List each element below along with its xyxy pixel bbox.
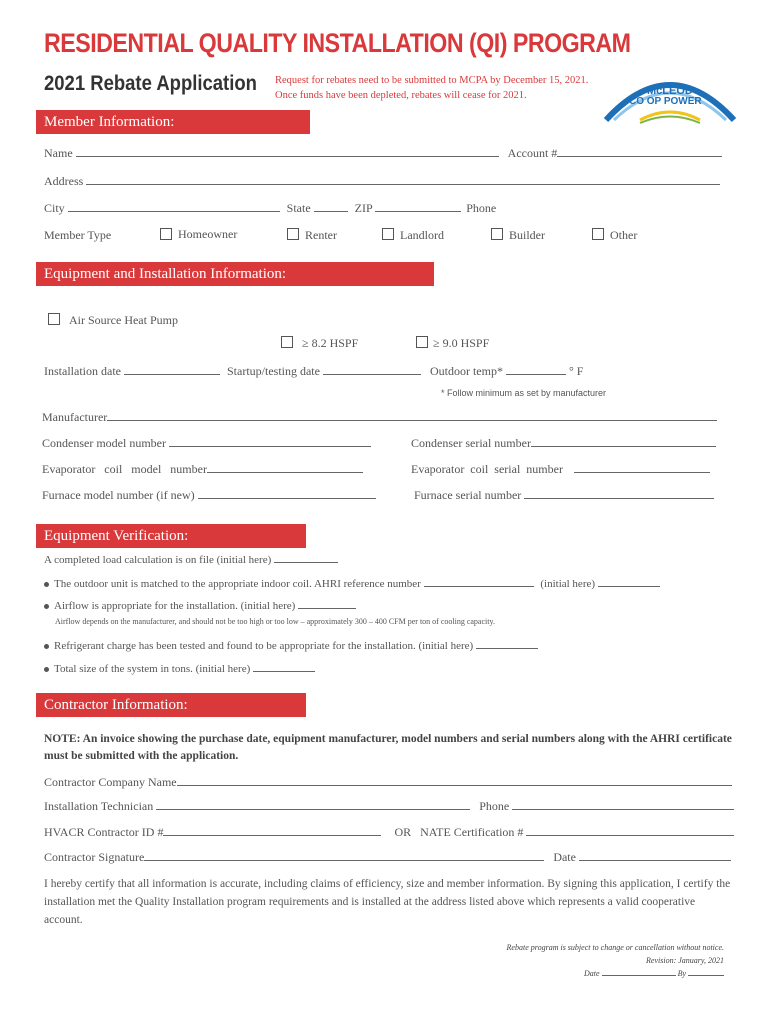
address-row xyxy=(44,174,720,189)
member-type-label: Member Type xyxy=(44,228,112,242)
airflow-note: Airflow depends on the manufacturer, and should not be too high or too low – approximately 300 – 400 CFM per ton of cooling capacity. xyxy=(55,617,495,626)
homeowner-checkbox[interactable] xyxy=(160,228,172,240)
evaporator-serial-row xyxy=(411,462,710,477)
footer-date-by-row xyxy=(584,968,724,978)
company-input[interactable] xyxy=(177,775,732,786)
total-size-row xyxy=(44,661,315,675)
renter-label: Renter xyxy=(305,228,337,242)
startup-date-label: Startup/testing date xyxy=(226,364,320,378)
install-date-label: Installation date xyxy=(44,364,121,378)
refrigerant-label: Refrigerant charge has been tested and found to be appropriate for the installation. (initial here) xyxy=(54,640,474,652)
city-label: City xyxy=(44,201,65,215)
manufacturer-label: Manufacturer xyxy=(42,410,108,424)
or-label: OR xyxy=(394,825,412,839)
company-row xyxy=(44,775,732,790)
evaporator-model-input[interactable] xyxy=(207,462,363,473)
account-input[interactable] xyxy=(557,146,722,157)
builder-checkbox[interactable] xyxy=(491,228,503,240)
condenser-serial-input[interactable] xyxy=(531,436,716,447)
total-size-label: Total size of the system in tons. (initial here) xyxy=(54,663,251,675)
outdoor-temp-input[interactable] xyxy=(506,364,566,375)
technician-row xyxy=(44,799,734,814)
outdoor-unit-initial-input[interactable] xyxy=(598,576,660,587)
hvacr-label: HVACR Contractor ID # xyxy=(44,825,164,839)
furnace-model-label: Furnace model number (if new) xyxy=(42,488,195,502)
deadline-notice: Request for rebates need to be submitted to MCPA by December 15, 2021. xyxy=(275,75,589,86)
bullet-icon xyxy=(44,582,49,587)
signature-date-input[interactable] xyxy=(579,850,731,861)
mcleod-coop-logo xyxy=(600,64,740,126)
furnace-serial-input[interactable] xyxy=(524,488,714,499)
license-row xyxy=(44,825,734,840)
furnace-model-row xyxy=(42,488,376,503)
technician-label: Installation Technician xyxy=(44,799,154,813)
manufacturer-row xyxy=(42,410,717,425)
account-label: Account # xyxy=(507,146,558,160)
page-subtitle: 2021 Rebate Application xyxy=(44,72,257,95)
signature-row xyxy=(44,850,731,865)
zip-label: ZIP xyxy=(354,201,373,215)
condenser-serial-label: Condenser serial number xyxy=(411,436,531,450)
airflow-label: Airflow is appropriate for the installation. (initial here) xyxy=(54,600,296,612)
address-label: Address xyxy=(44,174,84,188)
hspf-9-0-label: ≥ 9.0 HSPF xyxy=(433,336,490,350)
ashp-label: Air Source Heat Pump xyxy=(69,313,178,327)
ahri-reference-input[interactable] xyxy=(424,576,534,587)
signature-date-label: Date xyxy=(553,850,576,864)
install-row xyxy=(44,364,583,379)
evaporator-model-row xyxy=(42,462,363,477)
outdoor-unit-row xyxy=(44,576,660,590)
city-input[interactable] xyxy=(68,201,280,212)
footer-revision: Revision: January, 2021 xyxy=(646,956,724,965)
signature-label: Contractor Signature xyxy=(44,850,145,864)
bullet-icon xyxy=(44,644,49,649)
name-label: Name xyxy=(44,146,73,160)
condenser-model-input[interactable] xyxy=(169,436,371,447)
outdoor-unit-initial-label: (initial here) xyxy=(540,578,596,590)
nate-input[interactable] xyxy=(526,825,734,836)
footer-by-label: By xyxy=(677,969,686,978)
logo-text-bottom: CO OP POWER xyxy=(629,96,702,107)
equipment-section-header: Equipment and Installation Information: xyxy=(36,262,434,286)
bullet-icon xyxy=(44,667,49,672)
ashp-checkbox[interactable] xyxy=(48,313,60,325)
renter-checkbox[interactable] xyxy=(287,228,299,240)
name-input[interactable] xyxy=(76,146,499,157)
degree-unit: ° F xyxy=(568,364,584,378)
evaporator-serial-label: Evaporator coil serial number xyxy=(411,462,563,476)
evaporator-serial-input[interactable] xyxy=(574,462,710,473)
airflow-initial-input[interactable] xyxy=(298,598,356,609)
outdoor-unit-label: The outdoor unit is matched to the appropriate indoor coil. AHRI reference number xyxy=(54,578,421,590)
install-date-input[interactable] xyxy=(124,364,220,375)
condenser-model-label: Condenser model number xyxy=(42,436,166,450)
outdoor-temp-label: Outdoor temp* xyxy=(429,364,503,378)
contractor-phone-input[interactable] xyxy=(512,799,734,810)
landlord-label: Landlord xyxy=(400,228,444,242)
refrigerant-row xyxy=(44,638,538,652)
furnace-serial-label: Furnace serial number xyxy=(414,488,522,502)
hspf-9-0-checkbox[interactable] xyxy=(416,336,428,348)
signature-input[interactable] xyxy=(144,850,544,861)
invoice-note: NOTE: An invoice showing the purchase date, equipment manufacturer, model numbers and serial numbers along with the AHRI certificate must be submitted with the application. xyxy=(44,733,732,762)
contractor-phone-label: Phone xyxy=(479,799,510,813)
condenser-model-row xyxy=(42,436,371,451)
footer-date-label: Date xyxy=(584,969,600,978)
footer-change-notice: Rebate program is subject to change or cancellation without notice. xyxy=(506,943,724,952)
page-title: RESIDENTIAL QUALITY INSTALLATION (QI) PROGRAM xyxy=(44,28,631,58)
homeowner-label: Homeowner xyxy=(178,227,238,241)
builder-label: Builder xyxy=(509,228,545,242)
other-label: Other xyxy=(610,228,638,242)
load-calc-label: A completed load calculation is on file (initial here) xyxy=(44,554,272,566)
zip-input[interactable] xyxy=(375,201,461,212)
landlord-checkbox[interactable] xyxy=(382,228,394,240)
nate-label: NATE Certification # xyxy=(420,825,524,839)
furnace-model-input[interactable] xyxy=(198,488,376,499)
bullet-icon xyxy=(44,604,49,609)
name-row xyxy=(44,146,722,161)
footer-by-input[interactable] xyxy=(688,968,724,976)
refrigerant-initial-input[interactable] xyxy=(476,638,538,649)
technician-input[interactable] xyxy=(156,799,470,810)
state-input[interactable] xyxy=(314,201,348,212)
hvacr-input[interactable] xyxy=(163,825,381,836)
total-size-initial-input[interactable] xyxy=(253,661,315,672)
verification-section-header: Equipment Verification: xyxy=(36,524,306,548)
state-label: State xyxy=(286,201,311,215)
manufacturer-input[interactable] xyxy=(107,410,717,421)
company-label: Contractor Company Name xyxy=(44,775,177,789)
other-checkbox[interactable] xyxy=(592,228,604,240)
follow-minimum-note: * Follow minimum as set by manufacturer xyxy=(441,388,607,398)
logo-text-top: McLEOD xyxy=(647,85,693,97)
hspf-8-2-label: ≥ 8.2 HSPF xyxy=(302,336,359,350)
contractor-section-header: Contractor Information: xyxy=(36,693,306,717)
condenser-serial-row xyxy=(411,436,716,451)
certification-statement: I hereby certify that all information is accurate, including claims of efficiency, size and member information. By signing this application, I certify the installation met the Quality Installation program requirements and is installed at the address listed above which represents a valid cooperative account. xyxy=(44,878,731,926)
city-row xyxy=(44,201,496,216)
phone-label: Phone xyxy=(466,201,497,215)
footer-date-input[interactable] xyxy=(602,968,676,976)
address-input[interactable] xyxy=(86,174,720,185)
funds-notice: Once funds have been depleted, rebates will cease for 2021. xyxy=(275,90,527,101)
hspf-8-2-checkbox[interactable] xyxy=(281,336,293,348)
load-calc-initial-input[interactable] xyxy=(274,552,338,563)
member-section-header: Member Information: xyxy=(36,110,310,134)
load-calc-row xyxy=(44,552,338,566)
evaporator-model-label: Evaporator coil model number xyxy=(42,462,207,476)
airflow-row xyxy=(44,598,356,612)
startup-date-input[interactable] xyxy=(323,364,421,375)
furnace-serial-row xyxy=(414,488,714,503)
